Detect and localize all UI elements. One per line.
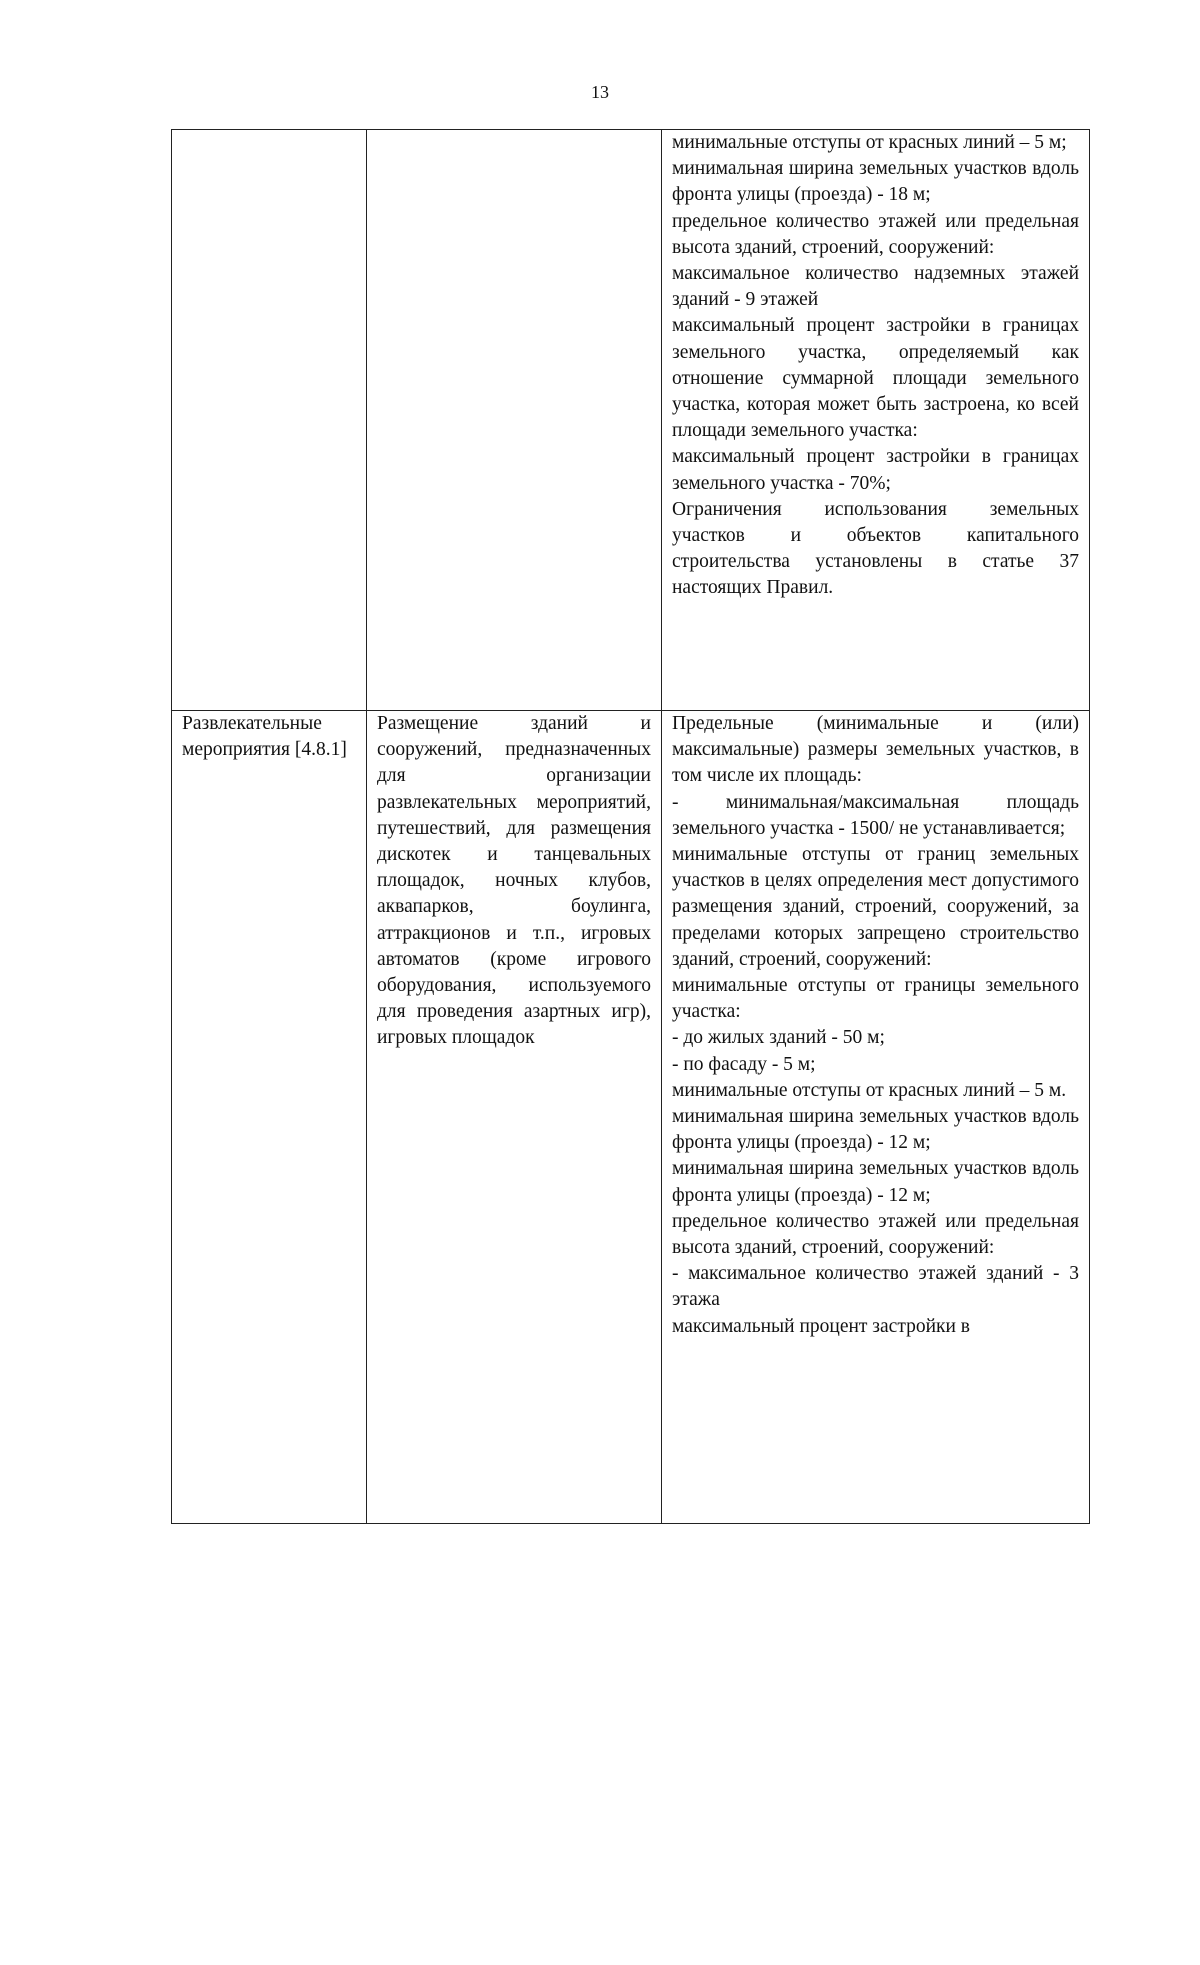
description-cell <box>367 711 662 1524</box>
parameter-text: минимальные отступы от границы земельного участка: <box>672 975 1079 1023</box>
parameter-text: максимальный процент застройки в границах земельного участка - 70%; <box>672 446 1079 494</box>
parameter-text: минимальная ширина земельных участков вдоль фронта улицы (проезда) - 12 м; <box>672 1106 1079 1154</box>
parameter-text: минимальные отступы от границ земельных участков в целях определения мест допустимого размещения зданий, строений, сооружений, за пределами которых запрещено строительство зданий, строений, сооружений: <box>672 844 1079 970</box>
parameter-text: Ограничения использования земельных участков и объектов капитального строительства установлены в статье 37 настоящих Правил. <box>672 498 1079 599</box>
page-number: 13 <box>591 82 609 102</box>
parameter-text: максимальное количество надземных этажей зданий - 9 этажей <box>672 263 1079 311</box>
parameter-text: минимальные отступы от красных линий – 5 м. <box>672 1079 1067 1101</box>
parameter-text: максимальный процент застройки в границах земельного участка, определяемый как отношение суммарной площади земельного участка, которая может быть застроена, ко всей площади земельного участка: <box>672 315 1079 442</box>
parameter-text: - до жилых зданий - 50 м; <box>672 1027 885 1049</box>
parameter-text: минимальные отступы от красных линий – 5 м; <box>672 132 1067 153</box>
parameters-cell <box>662 711 1090 1524</box>
land-use-type-cell <box>172 130 367 711</box>
parameter-text: максимальный процент застройки в <box>672 1315 971 1337</box>
table-row <box>172 711 1090 1524</box>
parameters-cell <box>662 130 1090 711</box>
parameter-text: - минимальная/максимальная площадь земельного участка - 1500/ не устанавливается; <box>672 791 1079 839</box>
parameter-text: Предельные (минимальные и (или) максимальные) размеры земельных участков, в том числе их площадь: <box>672 713 1079 787</box>
description-cell <box>367 130 662 711</box>
parameter-text: - максимальное количество этажей зданий - 3 этажа <box>672 1263 1079 1311</box>
regulations-table <box>171 129 1090 1524</box>
description-text: Размещение зданий и сооружений, предназначенных для организации развлекательных мероприятий, путешествий, для размещения дискотек и танцевальных площадок, ночных клубов, аквапарков, боулинга, аттракционов и т.п., игровых автоматов (кроме игрового оборудования, используемого для проведения азартных игр), игровых площадок <box>377 713 651 1049</box>
land-use-type-cell <box>172 711 367 1524</box>
parameter-text: минимальная ширина земельных участков вдоль фронта улицы (проезда) - 18 м; <box>672 158 1079 206</box>
table-row <box>172 130 1090 711</box>
land-use-type-text: Развлекательные мероприятия [4.8.1] <box>182 713 347 761</box>
parameter-text: минимальная ширина земельных участков вдоль фронта улицы (проезда) - 12 м; <box>672 1158 1079 1206</box>
parameter-text: - по фасаду - 5 м; <box>672 1053 816 1075</box>
parameter-text: предельное количество этажей или предельная высота зданий, строений, сооружений: <box>672 210 1079 258</box>
parameter-text: предельное количество этажей или предельная высота зданий, строений, сооружений: <box>672 1210 1079 1259</box>
